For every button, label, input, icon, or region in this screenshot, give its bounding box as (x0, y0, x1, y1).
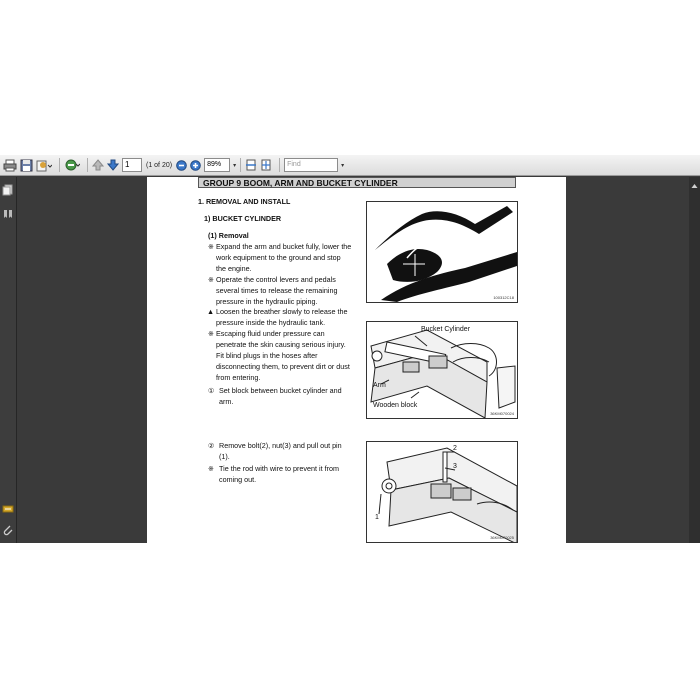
previous-page-icon[interactable] (92, 158, 104, 173)
toolbar-separator (87, 158, 88, 172)
figure-code: 36KM070025 (490, 535, 514, 540)
bullet2-line: Operate the control levers and pedals (216, 275, 336, 284)
figure-code: 36KM070024 (490, 411, 514, 416)
vertical-scrollbar[interactable] (689, 177, 700, 543)
bullet-mark: ※ (208, 464, 215, 473)
zoom-out-icon[interactable] (176, 158, 187, 173)
pages-icon[interactable] (2, 183, 14, 195)
step1-line: arm. (219, 397, 234, 406)
document-page (147, 177, 566, 543)
pdf-viewer-window (0, 155, 700, 543)
bullet4-line: Tie the rod with wire to prevent it from (219, 464, 339, 473)
pdf-toolbar (0, 155, 700, 176)
figure-code: 100312C18 (493, 295, 514, 300)
subsection-heading: 1) BUCKET CYLINDER (204, 214, 282, 223)
bullet3-line: Escaping fluid under pressure can (216, 329, 325, 338)
print-icon[interactable] (3, 158, 17, 173)
fit-width-icon[interactable] (245, 158, 257, 173)
bullet2-line: several times to release the remaining (216, 286, 338, 295)
bullet-mark: ※ (208, 242, 215, 251)
bookmarks-icon[interactable] (2, 207, 14, 219)
removal-heading: (1) Removal (208, 231, 249, 240)
bullet-mark: ※ (208, 329, 215, 338)
chevron-down-icon[interactable]: ▾ (233, 162, 237, 169)
toolbar-separator (59, 158, 60, 172)
page-number-input[interactable]: 1 (122, 158, 142, 172)
step1-mark: ① (208, 386, 215, 395)
comment-icon[interactable] (64, 158, 80, 173)
step1-line: Set block between bucket cylinder and (219, 386, 342, 395)
bullet3-line: from entering. (216, 373, 261, 382)
signatures-icon[interactable] (2, 501, 14, 513)
bullet1-line: work equipment to the ground and stop (216, 253, 341, 262)
bullet1-line: Expand the arm and bucket fully, lower the (216, 242, 352, 251)
find-input[interactable]: Find (284, 158, 338, 172)
bullet3-line: disconnecting them, to prevent dirt or dust (216, 362, 350, 371)
label-bolt-2: 2 (453, 445, 457, 452)
pin-removal-illustration (367, 442, 518, 543)
bullet3-line: penetrate the skin causing serious injury. (216, 340, 346, 349)
figure-bucket-cylinder (366, 321, 518, 419)
hand-lever-illustration (367, 202, 518, 303)
warning-line: Loosen the breather slowly to release the (216, 307, 348, 316)
figure-pin-removal (366, 441, 518, 543)
save-icon[interactable] (20, 158, 33, 173)
warning-line: pressure inside the hydraulic tank. (216, 318, 326, 327)
bullet-mark: ※ (208, 275, 215, 284)
label-wooden-block: Wooden block (373, 402, 418, 409)
bullet2-line: pressure in the hydraulic piping. (216, 297, 318, 306)
zoom-level-select[interactable]: 89% (204, 158, 230, 172)
step2-mark: ② (208, 441, 215, 450)
figure-hand-lever (366, 201, 518, 303)
group-title: GROUP 9 BOOM, ARM AND BUCKET CYLINDER (198, 177, 516, 188)
next-page-icon[interactable] (107, 158, 119, 173)
paperclip-icon[interactable] (2, 523, 14, 535)
toolbar-separator (279, 158, 280, 172)
bullet3-line: Fit blind plugs in the hoses after (216, 351, 318, 360)
step2-line: (1). (219, 452, 230, 461)
section-heading: 1. REMOVAL AND INSTALL (198, 197, 291, 206)
label-nut-3: 3 (453, 463, 457, 470)
navigation-sidebar (0, 177, 17, 543)
scroll-up-icon[interactable] (689, 182, 700, 190)
bullet1-line: the engine. (216, 264, 252, 273)
zoom-in-icon[interactable] (190, 158, 201, 173)
chevron-down-icon[interactable]: ▾ (341, 162, 345, 169)
bullet4-line: coming out. (219, 475, 257, 484)
label-arm: Arm (373, 382, 386, 389)
step2-line: Remove bolt(2), nut(3) and pull out pin (219, 441, 342, 450)
fit-page-icon[interactable] (260, 158, 272, 173)
label-pin-1: 1 (375, 514, 379, 521)
toolbar-separator (240, 158, 241, 172)
label-bucket-cylinder: Bucket Cylinder (421, 326, 471, 333)
warning-icon: ▲ (207, 307, 215, 316)
page-count-label: (1 of 20) (146, 161, 173, 169)
attach-icon[interactable] (36, 158, 52, 173)
